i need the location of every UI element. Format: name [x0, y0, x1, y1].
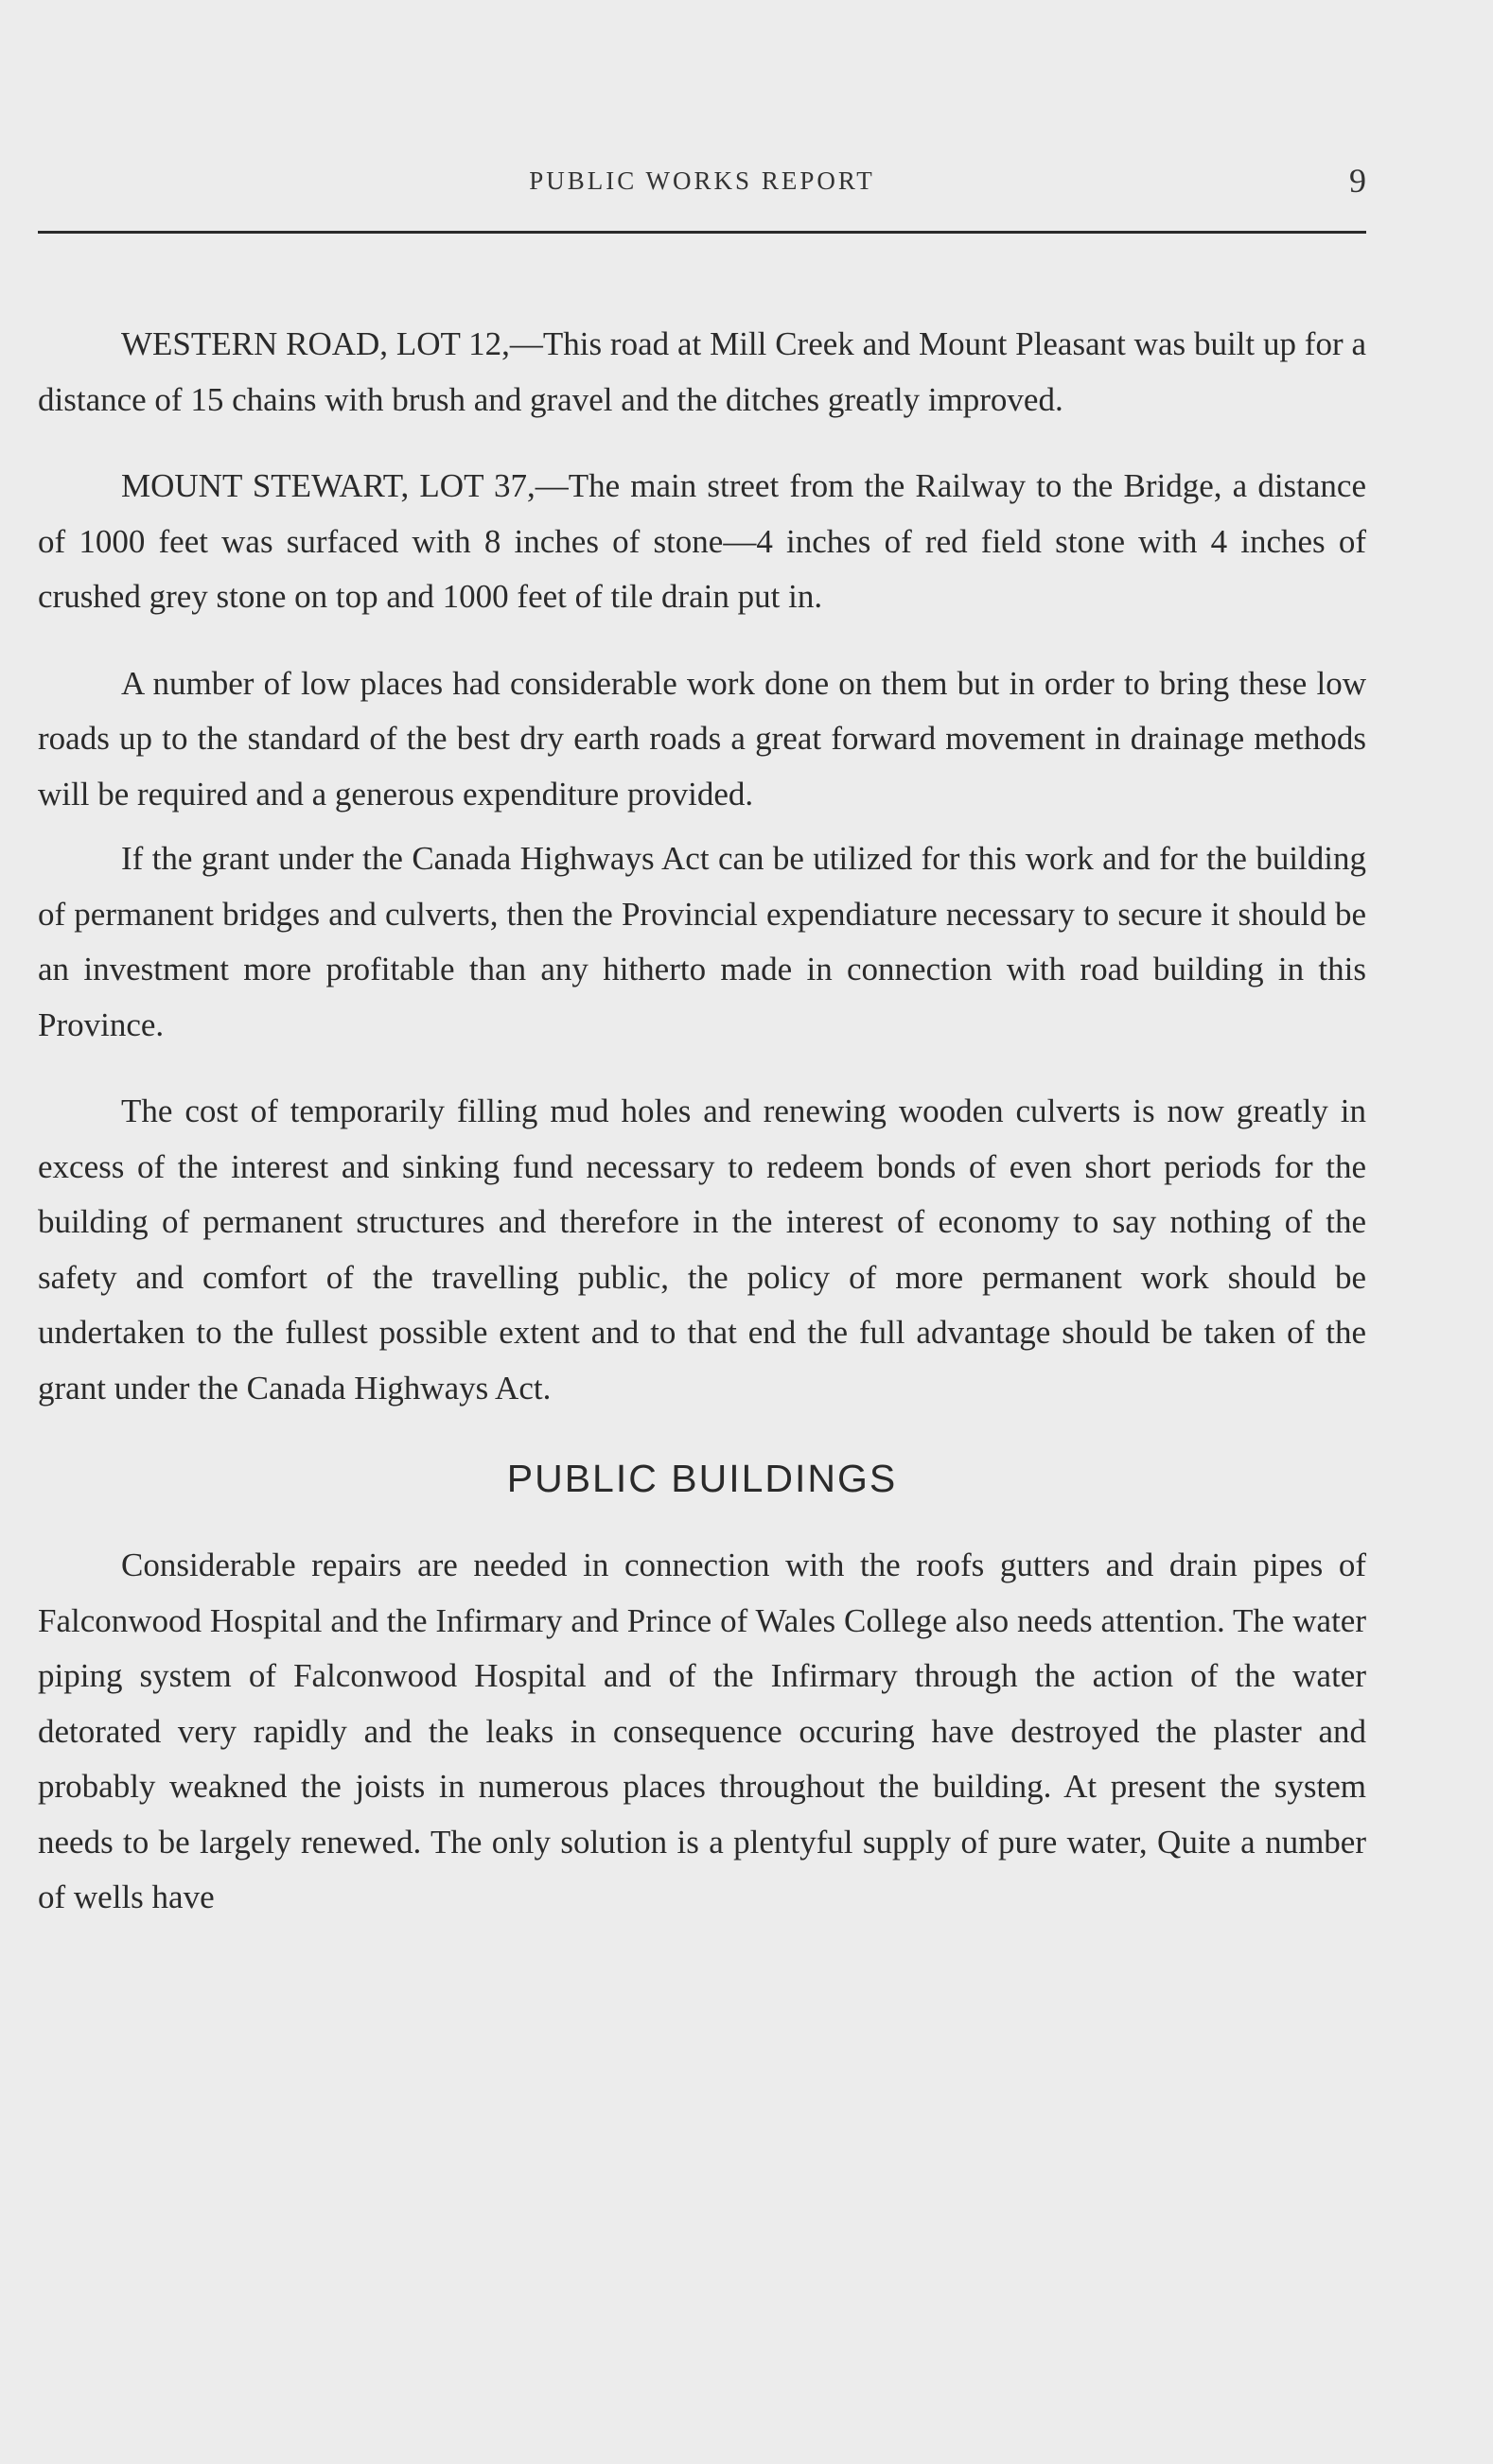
paragraph-western-road: WESTERN ROAD, LOT 12,—This road at Mill Creek and Mount Pleasant was built up for a distance of 15 chains with brush and gravel and the ditches greatly improved. — [38, 325, 1366, 418]
header-rule — [38, 231, 1366, 234]
running-head — [38, 159, 1366, 206]
body-text — [38, 317, 1366, 1926]
paragraph-highways-grant: If the grant under the Canada Highways Act can be utilized for this work and for the building of permanent bridges and culverts, then the Provincial expendiature necessary to secure it should be an investment more profitable than any hitherto made in connection with road building in this Province. — [38, 840, 1366, 1043]
paragraph-mount-stewart: MOUNT STEWART, LOT 37,—The main street from the Railway to the Bridge, a distance of 1000 feet was surfaced with 8 inches of stone—4 inches of red field stone with 4 inches of crushed grey stone on top and 1000 feet of tile drain put in. — [38, 467, 1366, 615]
section-heading-public-buildings: PUBLIC BUILDINGS — [506, 1457, 898, 1500]
page-number: 9 — [1349, 162, 1366, 200]
paragraph-culverts-cost: The cost of temporarily filling mud holes and renewing wooden culverts is now greatly in excess of the interest and sinking fund necessary to redeem bonds of even short periods for the building of permanent structures and therefore in the interest of economy to say nothing of the safety and comfort of the travelling public, the policy of more permanent work should be undertaken to the fullest possible extent and to that end the full advantage should be taken of the grant under the Canada Highways Act. — [38, 1092, 1366, 1407]
paragraph-low-places: A number of low places had considerable work done on them but in order to bring these low roads up to the standard of the best dry earth roads a great forward movement in drainage methods will be required and a generous expenditure provided. — [38, 664, 1366, 813]
running-title: PUBLIC WORKS REPORT — [529, 166, 875, 195]
paragraph-public-buildings: Considerable repairs are needed in connection with the roofs gutters and drain pipes of Falconwood Hospital and the Infirmary and Prince of Wales College also needs attention. The water piping system of Falconwood Hospital and of the Infirmary through the action of the water detorated very rapidly and the leaks in consequence occuring have destroyed the plaster and probably weakned the joists in numerous places throughout the building. At present the system needs to be largely renewed. The only solution is a plentyful supply of pure water, Quite a number of wells have — [38, 1547, 1366, 1915]
